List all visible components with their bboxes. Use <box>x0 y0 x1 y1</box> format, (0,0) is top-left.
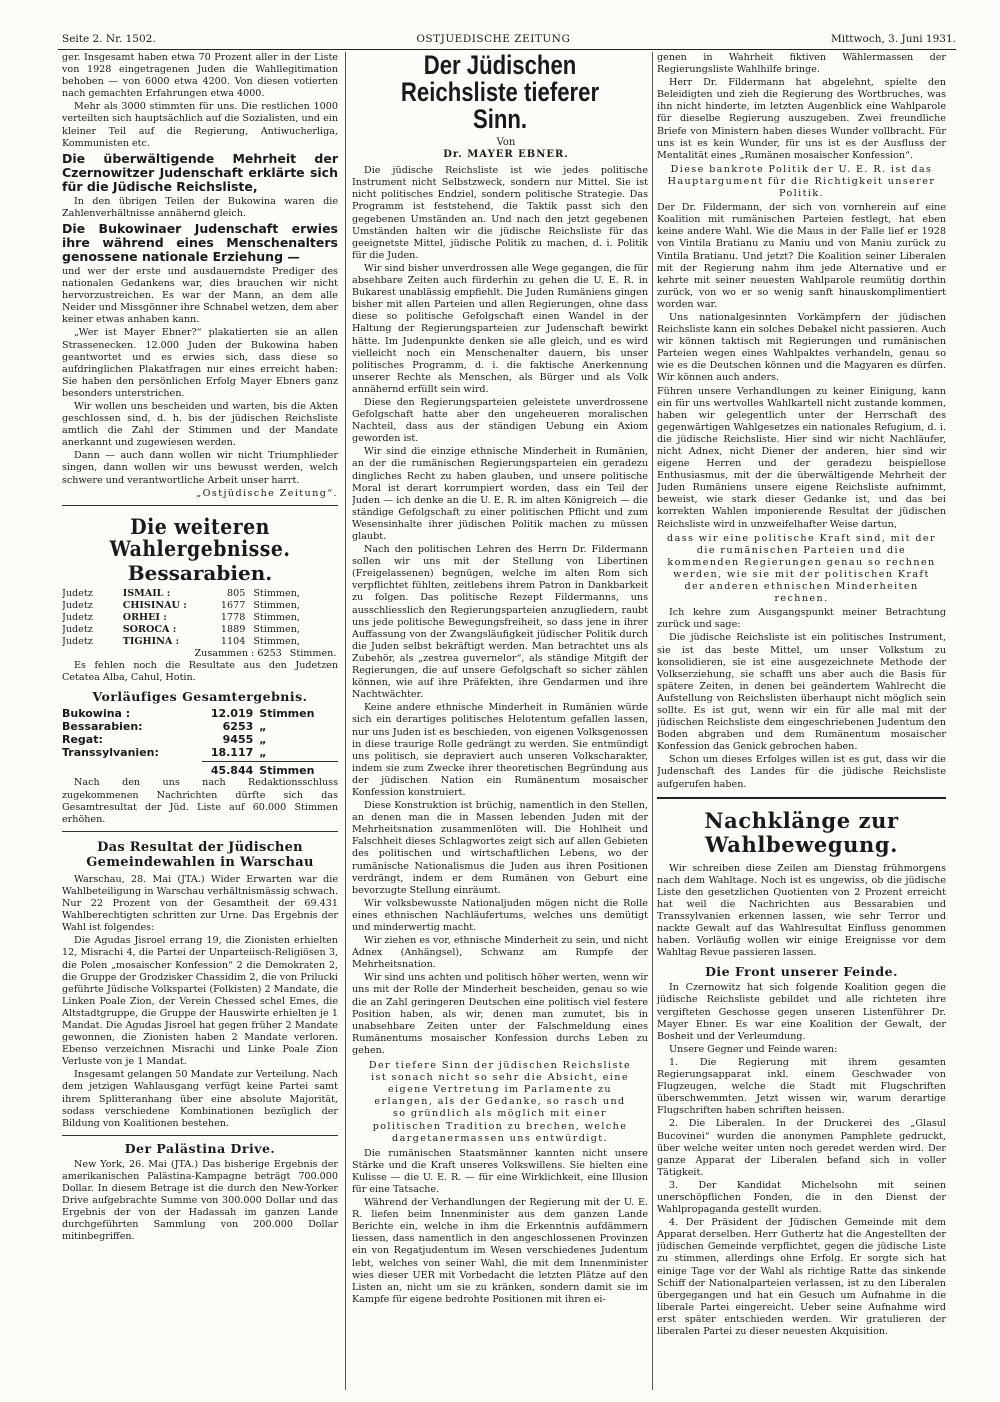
vote-count: 1778 <box>220 611 246 623</box>
total-unit: „ <box>259 746 267 760</box>
vote-unit: Stimmen, <box>253 611 300 623</box>
paragraph: Wir volksbewusste Nationaljuden mögen nicht die Rolle eines ethnischen Nachläufertums, welches uns demütigt und minderwertig macht. <box>352 897 648 933</box>
results-row <box>62 588 338 600</box>
district-prefix: Judetz <box>62 599 93 611</box>
district-prefix: Judetz <box>62 587 93 599</box>
total-label: Transsylvanien: <box>62 746 159 760</box>
total-value: 6253 <box>222 720 254 734</box>
district-name: ISMAIL : <box>122 587 171 599</box>
paragraph: Die rumänischen Staatsmänner kannten nicht unsere Stärke und die Kraft unseres Volkswillens. Sie hielten eine Kulisse — die U. E. R. — für eine Wirklichkeit, eine Illusion für eine Tatsache. <box>352 1147 648 1195</box>
vote-count: 1889 <box>220 624 246 635</box>
total-value: 12.019 <box>210 707 254 721</box>
section-heading: Der Palästina Drive. <box>124 1140 276 1156</box>
section-heading: Die Front unserer Feinde. <box>705 964 898 980</box>
district-name: CHISINAU : <box>122 599 187 611</box>
sum-rule <box>202 761 338 762</box>
total-label: Bessarabien: <box>62 720 143 734</box>
sum-label: Zusammen : <box>194 648 255 660</box>
paragraph: Unsere Gegner und Feinde waren: <box>669 1043 838 1055</box>
column-center <box>352 52 648 1392</box>
total-unit: „ <box>259 720 267 734</box>
paragraph: „Wer ist Mayer Ebner?“ plakatierten sie an allen Strassenecken. 12.000 Juden der Bukowina haben geantwortet und es erwies sich, dass diese so aufdringlichen Plakatfragen nur eines erreicht haben: Sie haben den persönlichen Erfolg Mayer Ebners ganz besonders unterstrichen. <box>62 327 338 399</box>
paragraph: Wir ziehen es vor, ethnische Minderheit zu sein, und nicht Adnex (Anhängsel), Schwanz am Rumpfe der Mehrheitsnation. <box>352 935 648 971</box>
paragraph: Der Dr. Fildermann, der sich von vornherein auf eine Koalition mit rumänischen Parteien festlegt, hat eben keine andere Wahl. Wie die Maus in der Falle lief er 1928 von Vintila Bratianu zu Maniu und von Maniu zurück zu Vintila Bratianu. Und jetzt? Die Koalition seiner Liberalen mit der Regierung nahm ihm jede Alternative und er kehrte mit seiner neuesten Wahlparole reumütig dorthin zurück, von wo er so wenig sanft hinauskomplimentiert worden war. <box>657 202 946 310</box>
paragraph: Wir sind uns achten und politisch höher werten, wenn wir uns mit der Rolle der Minderheit bescheiden, genau so wie die an Zahl geringeren Deutschen eine politisch viel festere Position haben, als wir, denen man zumutet, bis in unabsehbare Zeiten unter der Falschmeldung eines Rumänentums mosaischer Konfession durchs Leben zu gehen. <box>352 972 648 1056</box>
paragraph: Nach den uns nach Redaktionsschluss zugekommenen Nachrichten dürfte sich das Gesamtresultat der Jüd. Liste auf 60.000 Stimmen erhöhen. <box>62 777 338 825</box>
section-heading: Vorläufiges Gesamtergebnis. <box>92 689 308 705</box>
district-name: SOROCA : <box>122 624 177 635</box>
paragraph: genen in Wahrheit fiktiven Wählermassen der Regierungsliste Wahlhilfe bringe. <box>657 52 946 76</box>
byline-von: Von <box>496 137 516 148</box>
paragraph: 1. Die Regierung mit ihrem gesamten Regierungsapparat inkl. einem Geschwader von Flugzeugen, welche die Stadt mit Flugschriften überschwemmten. Jetzt wissen wir, warum derartige Flugschriften haben schriften heissen. <box>657 1056 946 1117</box>
total-label: Bukowina : <box>62 707 131 721</box>
section-heading: Bessarabien. <box>127 560 273 585</box>
issue-date: Mittwoch, 3. Juni 1931. <box>830 33 956 45</box>
paragraph: Wir sind bisher unverdrossen alle Wege gegangen, die für absehbare Zeiten auch fürderhin zu gehen die U. E. R. in Bukarest unablässig empfiehlt. Die Juden Rumäniens gingen bisher mit allen Parteien und allen Regierungen, ohne dass diese so politische Gefolgschaft einen Wandel in der Haltung der Regierungsparteien zur Judenschaft bewirkt hätte. Im Judenpunkte denken sie alle gleich, und es wird vielleicht noch ein Menschenalter dauern, bis unser politisches Programm, d. i. die faktische Anerkennung unserer Rechte als Menschen, als Bürger und als Volk annähernd erfüllt sein wird. <box>352 262 648 395</box>
column-right <box>657 52 946 1392</box>
header-rule <box>58 49 956 50</box>
results-row <box>62 636 338 648</box>
paragraph: Dann — auch dann wollen wir nicht Triumphlieder singen, dann wollen wir uns bewusst werden, welch schwere und verantwortliche Arbeit unser harrt. <box>62 450 338 486</box>
paragraph: New York, 26. Mai (JTA.) Das bisherige Ergebnis der amerikanischen Palästina-Kampagne beträgt 700.000 Dollar. In diesem Betrage ist die durch den New-Yorker Drive aufgebrachte Summe von 300.000 Dollar und das Ergebnis der von der Hadassah im ganzen Lande durchgeführten Sammlung von 200.000 Dollar mitinbegriffen. <box>62 1158 338 1243</box>
emphasis-text: Die überwältigende Mehrheit der Czernowitzer Judenschaft erklärte sich für die Jüdische Reichsliste, <box>62 150 338 194</box>
paragraph: Es fehlen noch die Resultate aus den Judetzen Cetatea Alba, Cahul, Hotin. <box>62 660 338 684</box>
results-table <box>62 588 338 648</box>
paragraph: Ich kehre zum Ausgangspunkt meiner Betrachtung zurück und sage: <box>657 607 946 631</box>
district-prefix: Judetz <box>62 636 93 648</box>
total-unit: „ <box>259 733 267 747</box>
grand-total <box>62 764 338 777</box>
results-row <box>62 600 338 612</box>
page-number: Seite 2. Nr. 1502. <box>62 33 156 45</box>
column-left <box>62 52 338 1392</box>
signature: „Ostjüdische Zeitung“. <box>196 487 338 499</box>
article-headline: Der Jüdischen Reichsliste tieferer Sinn. <box>400 52 600 134</box>
paragraph: Insgesamt gelangen 50 Mandate zur Verteilung. Nach dem jetzigen Wahlausgang verfügt keine Partei samt ihrem Splitteranhang über eine absolute Majorität, sodass verschiedene Kombinationen bezüglich der Bildung von Koalitionen bestehen. <box>62 1069 338 1129</box>
paragraph: Die Agudas Jisroel errang 19, die Zionisten erhielten 12, Misrachi 4, die Partei der Unparteiisch-Religiösen 3, die Polen „mosaischer Konfession“ 2 die Demokraten 2, die Gruppe der Grodzisker Chassidim 2, die von Prilucki geführte Jüdische Volkspartei (Folkisten) 2 Mandate, die Linken Poale Zion, der Verein Chessed schel Emes, die Altstadtgruppe, die Gruppe der Hauswirte erhielten je 1 Mandat. Die Agudas Jisroel hat gegen früher 2 Mandate gewonnen, die Zionisten haben 2 Mandate verloren. Ebenso verzeichnen Misrachi und Linke Poale Zion Verluste von je 1 Mandat. <box>62 935 338 1068</box>
sum-unit: Stimmen. <box>289 648 337 660</box>
paragraph: Warschau, 28. Mai (JTA.) Wider Erwarten war die Wahlbeteiligung in Warschau verhältnismässig schwach. Nur 22 Prozent von der Gesamtheit der 69.431 Wahlberechtigten schritten zur Urne. Das Ergebnis der Wahl ist folgendes: <box>62 873 338 934</box>
masthead: OSTJUEDISCHE ZEITUNG <box>416 33 571 45</box>
vote-unit: Stimmen, <box>253 599 300 611</box>
divider <box>62 831 338 832</box>
results-row <box>62 612 338 624</box>
totals-row <box>62 720 338 733</box>
paragraph: Wir sind die einzige ethnische Minderheit in Rumänien, an der die rumänischen Regierungsparteien ein geradezu dingliches Recht zu haben glauben, und unsere politische Moral ist derart korrumpiert worden, dass ein Teil der Juden — ich denke an die U. E. R. im alten Königreich — die ständige Gefolgschaft zu einer politischen Pflicht und zum Wesensinhalte ihrer jüdischen Politik machen zu müssen glaubt. <box>352 446 648 542</box>
emphasis-text: Der tiefere Sinn der jüdischen Reichsliste ist sonach nicht so sehr die Absicht, eine eigene Vertretung im Parlamente zu erlangen, als der Gedanke, so rasch und so gründlich als möglich mit einer politischen Tradition zu brechen, welche dargetanermassen uns entwürdigt. <box>368 1060 632 1144</box>
section-heading: Die weiteren Wahlergebnisse. <box>109 513 291 561</box>
paragraph: Während der Verhandlungen der Regierung mit der U. E. R. liefen beim Innenminister aus dem ganzen Lande Berichte ein, welche in ihm die Erkenntnis aufdämmern liessen, dass namentlich in den angeschlossenen Provinzen ein von Regatjudentum im Wesen verschiedenes Judentum lebt, welches von seiner Wahl, die mit dem Innenminister wies dieser UER mit Vorbedacht die letzten Plätze auf den Listen an, nicht um sie zu kränken, sondern damit sie im Kampfe für eigene bedrohte Positionen mit ihren ei- <box>352 1197 648 1305</box>
results-sum <box>62 648 338 660</box>
totals-table <box>62 707 338 759</box>
totals-row <box>62 733 338 746</box>
column-divider <box>652 52 653 1390</box>
paragraph: ger. Insgesamt haben etwa 70 Prozent aller in der Liste von 1928 eingetragenen Juden die Wahllegitimation behoben — von 6000 etwa 4200. Von diesen votierten nach gemachten Erfahrungen etwa 4000. <box>62 52 338 100</box>
paragraph: 4. Der Präsident der Jüdischen Gemeinde mit dem Apparat derselben. Herr Guthertz hat die Angestellten der jüdischen Gemeinde verpflichtet, gegen die jüdische Liste zu stimmen, allerdings ohne Erfolg. Er sorgte sich hat einige Tage vor der Wahl als richtige Ratte das sinkende Schiff der Nationalparteien verlassen, ist zu den Liberalen übergegangen und hat ein Gesuch um Aufnahme in die liberale Partei eingereicht. Ueber seine Aufnahme wird erst später entschieden werden. Wir gratulieren der liberalen Partei zu dieser neuesten Akquisition. <box>657 1217 946 1337</box>
paragraph: Schon um dieses Erfolges willen ist es gut, dass wir die Judenschaft des Landes für die jüdische Reichsliste aufgerufen haben. <box>657 754 946 790</box>
totals-row <box>62 707 338 720</box>
paragraph: Mehr als 3000 stimmten für uns. Die restlichen 1000 verteilten sich hauptsächlich auf die Sozialisten, und ein kleiner Teil auf die Regierung, Antiwucherliga, Kommunisten etc. <box>62 101 338 149</box>
divider <box>62 1135 338 1136</box>
divider <box>62 505 338 506</box>
district-name: TIGHINA : <box>122 636 180 648</box>
total-unit: Stimmen <box>259 707 315 721</box>
author-name: Dr. MAYER EBNER. <box>443 149 569 161</box>
paragraph: Die jüdische Reichsliste ist wie jedes politische Instrument nicht Selbstzweck, sondern nur Mittel. Sie ist nicht politisches Endziel, sondern politische Strategie. Das Programm ist feststehend, die Taktik passt sich den gegebenen Umständen an. Und nach den jetzt gegebenen Umständen halten wir die jüdische Reichsliste für das geeignetste Mittel, jüdische Politik zu machen, d. i. Politik für die Juden. <box>352 165 648 261</box>
paragraph: 2. Die Liberalen. In der Druckerei des „Glasul Bucovinei“ wurden die anonymen Pamphlete gedruckt, über welche weiter unten noch geredet werden wird. Der ganze Apparat der Liberalen befand sich in voller Tätigkeit. <box>657 1118 946 1178</box>
results-row <box>62 624 338 636</box>
emphasis-text: dass wir eine politische Kraft sind, mit der die rumänischen Parteien und die kommenden Regierungen genau so rechnen werden, wie sie mit der politischen Kraft der anderen ethnischen Minderheiten rechnen. <box>667 532 936 605</box>
emphasis-text: Die Bukowinaer Judenschaft erwies ihre während eines Menschenalters genossene nationale Erziehung — <box>62 220 338 264</box>
paragraph: und wer der erste und ausdauerndste Prediger des nationalen Gedankens war, dies brauchen wir nicht hervorzustreichen. Es war der Mann, an dem alle Neider und Missgönner ihre Schnabel wetzen, dem aber keiner etwas anhaben kann. <box>62 265 338 326</box>
district-name: ORHEI : <box>122 611 167 623</box>
district-prefix: Judetz <box>62 624 93 635</box>
total-label: Regat: <box>62 733 103 747</box>
paragraph: In Czernowitz hat sich folgende Koalition gegen die jüdische Reichsliste gebildet und alle richteten ihre vergifteten Geschosse gegen unseren Listenführer Dr. Mayer Ebner. Es war eine Koalition der Gewalt, der Bosheit und der Verleumdung. <box>657 982 946 1042</box>
grand-total-unit: Stimmen <box>259 764 315 778</box>
paragraph: Diese den Regierungsparteien geleistete unverdrossene Gefolgschaft hatte aber den ungeheueren moralischen Nachteil, dass aus der ständigen Uebung ein Axiom geworden ist. <box>352 396 648 445</box>
vote-count: 805 <box>227 587 246 599</box>
paragraph: Diese Konstruktion ist brüchig, namentlich in den Stellen, an denen man die in Massen lebenden Juden mit der Mehrheitsnation zusammenlöten will. Die Hohlheit und Falschheit dieses Schlagwortes zeigt sich auf allen Gebieten des politischen und wirtschaftlichen Lebens, wo der rumänische Nationalismus die Juden aus ihren Positionen verdrängt, indem er dem Rumänen von Geburt eine bevorzugte Stellung einräumt. <box>352 800 648 896</box>
paragraph: In den übrigen Teilen der Bukowina waren die Zahlenverhältnisse annähernd gleich. <box>62 195 338 219</box>
paragraph: Wir wollen uns bescheiden und warten, bis die Akten geschlossen sind, d. h. bis der jüdischen Reichsliste amtlich die Zahl der Stimmen und der Mandate anerkannt und zugewiesen werden. <box>62 400 338 449</box>
total-value: 18.117 <box>210 746 254 760</box>
vote-unit: Stimmen, <box>253 636 300 648</box>
vote-count: 1677 <box>220 599 246 611</box>
emphasis-text: Diese bankrote Politik der U. E. R. ist das Hauptargument für die Richtigkeit unserer Politik. <box>667 163 936 200</box>
district-prefix: Judetz <box>62 611 93 623</box>
paragraph: Die jüdische Reichsliste ist ein politisches Instrument, sie ist das beste Mittel, um unser Volkstum zu konsolidieren, sie ist eine ausgezeichnete Methode der Volkserziehung, sie schafft uns aber auch die Basis für spätere Zeiten, in denen bei geändertem Wahlrecht die Aufstellung von Reichslisten überhaupt nicht möglich sein sollte. Es ist gut, wenn wir ein für alle mal mit der jüdischen Reichsliste dem eingeschriebenen Judentum den Boden abgraben und dem Rumänentum mosaischer Konfession das Genick gebrochen haben. <box>657 632 946 753</box>
section-heading: Nachklänge zur Wahlbewegung. <box>704 807 899 857</box>
divider <box>657 797 946 799</box>
column-divider <box>345 52 346 1390</box>
grand-total-value: 45.844 <box>210 764 254 778</box>
totals-row <box>62 746 338 759</box>
total-value: 9455 <box>222 733 254 747</box>
paragraph: Herr Dr. Fildermann hat abgelehnt, spielte den Beleidigten und zieh die Regierung des Wortbruches, was ihn nicht hinderte, im letzten Augenblick eine Wahlparole für dieselbe Regierung auszugeben. Zwei freundliche Briefe von Ministern haben dieses Wunder vollbracht. Für uns ist es kein Wunder, für uns ist es der Ausfluss der Mentalität eines „Rumänen mosaischer Konfession“. <box>657 77 946 161</box>
page-header <box>62 30 956 48</box>
paragraph: 3. Der Kandidat Michelsohn mit seinen unerschöpflichen Fonden, die in den Dienst der Wahlpropaganda gestellt wurden. <box>657 1179 946 1216</box>
sum-value: 6253 <box>257 648 282 660</box>
paragraph: Uns nationalgesinnten Vorkämpfern der jüdischen Reichsliste kann ein solches Debakel nicht passieren. Auch wir können taktisch mit Regierungen und rumänischen Parteien wegen eines Wahlpaktes verhandeln, genau so wie es die Deutschen können und die Magyaren es dürfen. Wir können auch anders. <box>657 311 946 384</box>
paragraph: Keine andere ethnische Minderheit in Rumänien würde sich ein derartiges politisches Helotentum gefallen lassen, nur uns Juden ist es beschieden, von eigenen Volksgenossen in diese traurige Rolle gedrängt zu werden. Sie entmündigt uns politisch, sie depraviert auch unseren Volkscharakter, indem sie zum Zwecke ihrer theoretischen Begründung aus der jüdischen Nation ein Rumänentum mosaischer Konfession konstruiert. <box>352 702 648 798</box>
paragraph: Nach den politischen Lehren des Herrn Dr. Fildermann sollen wir uns mit der Stellung von Libertinen (Freigelassenen) begnügen, welche im alten Rom sich verpflichtet fühlten, zeitlebens ihrem Patron in Dankbarkeit zu folgen. Das politische Rezept Fildermanns, uns ausschliesslich den Regierungsparteien anzugliedern, raubt uns jede politische Bewegungsfreiheit, so dass jene in ihrer Auffassung von der Zwangsläufigkeit jüdischer Politik durch die Juden selbst bekräftigt werden. Man betrachtet uns als Zubehör, als „zestrea guvernelor“, als ständige Mitgift der Regierungen, die auf unsere Gefolgschaft so sicher zählen können, wie auf ihre Präfekten, ihre Gendarmen und ihre Nachtwächter. <box>352 544 648 701</box>
vote-unit: Stimmen, <box>253 624 300 635</box>
vote-unit: Stimmen, <box>253 587 300 599</box>
section-heading: Das Resultat der Jüdischen Gemeindewahlen in Warschau <box>86 839 314 870</box>
paragraph: Wir schreiben diese Zeilen am Dienstag frühmorgens nach dem Wahltage. Noch ist es ungewiss, ob die jüdische Liste den gesetzlichen Quotienten von 2 Prozent erreicht hat weil die Nachrichten aus Bessarabien und Transsylvanien erkennen lassen, wie sehr Terror und nackte Gewalt auf das Wahlresultat Einfluss genommen haben. Vorläufig wollen wir einige Ereignisse vor dem Wahltag Revue passieren lassen. <box>657 862 946 959</box>
vote-count: 1104 <box>220 636 246 648</box>
paragraph: Führen unsere Verhandlungen zu keiner Einigung, kann ein für uns wertvolles Wahlkartell nicht zustande kommen, haben wir gelegentlich unter der Herrschaft des gegenwärtigen Wahlgesetzes ein nationales Refugium, d. i. die jüdische Reichsliste. Hier sind wir nicht Nachläufer, nicht Adnex, nicht Diener der anderen, hier sind wir eigene Herren und der geradezu beispiellose Enthusiasmus, mit der die überwältigende Mehrheit der Juden Rumäniens unsere eigene Reichsliste aufnimmt, beweist, wie stark dieser Gedanke ist, und das bei korrekten Wahlen imponierende Resultat der jüdischen Reichsliste wird in unzweifelhafter Weise dartun, <box>657 385 946 530</box>
